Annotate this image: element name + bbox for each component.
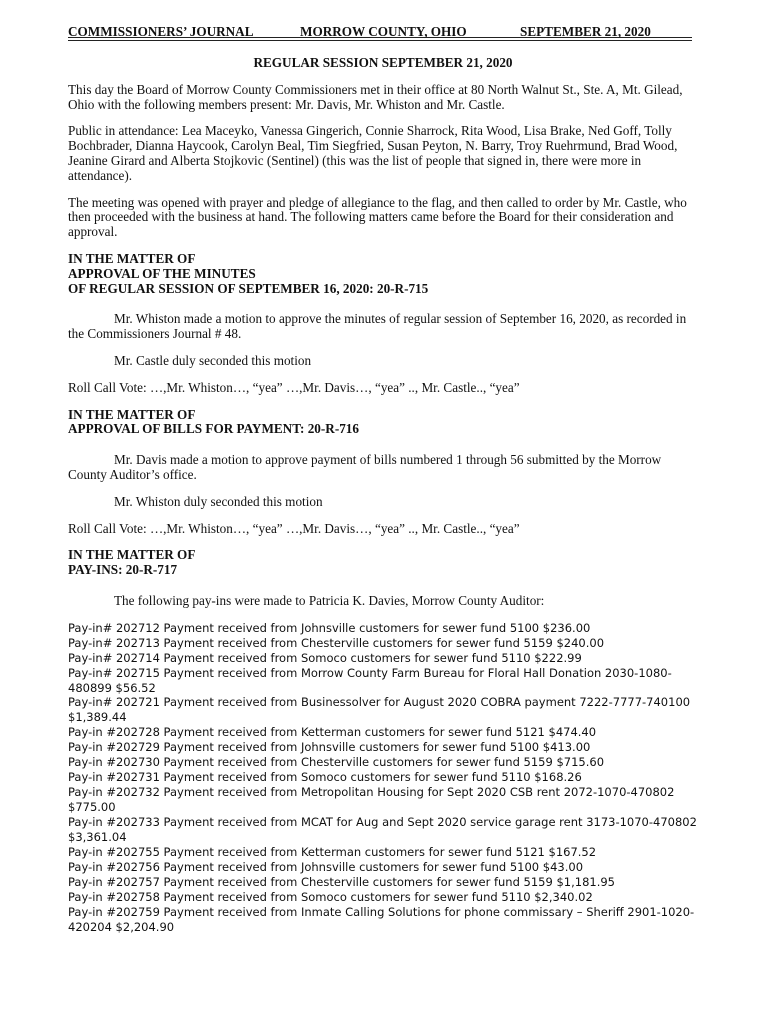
bills-second: Mr. Whiston duly seconded this motion: [114, 493, 323, 509]
minutes-second: Mr. Castle duly seconded this motion: [114, 352, 312, 368]
minutes-roll-call: Roll Call Vote: …,Mr. Whiston…, “yea” …,Mr. Davis…, “yea” .., Mr. Castle.., “yea”: [68, 379, 520, 395]
payin-item: Pay-in #202733 Payment received from MCAT for Aug and Sept 2020 service garage rent 3173-1070-470802: [68, 815, 697, 830]
opening-paragraph: The meeting was opened with prayer and pledge of allegiance to the flag, and then called to order by Mr. Castle, who then proceeded with the business at hand. The following matters came before the Board for their consideration and approval.: [68, 194, 687, 240]
payin-item: Pay-in# 202715 Payment received from Morrow County Farm Bureau for Floral Hall Donation 2030-1080-480899 $56.52: [68, 665, 672, 695]
payin-item: Pay-in# 202714 Payment received from Somoco customers for sewer fund 5110 $222.99: [68, 650, 582, 665]
payin-item: Pay-in# 202713 Payment received from Chesterville customers for sewer fund 5159 $240.00: [68, 635, 605, 650]
header-divider: [68, 37, 692, 41]
heading-line: IN THE MATTER OF: [68, 250, 196, 266]
matter-minutes-heading: [68, 252, 698, 296]
payins-list: [68, 621, 698, 935]
payin-item: Pay-in# 202712 Payment received from Johnsville customers for sewer fund 5100 $236.00: [68, 620, 591, 635]
payin-item: Pay-in #202731 Payment received from Somoco customers for sewer fund 5110 $168.26: [68, 770, 582, 785]
minutes-motion: Mr. Whiston made a motion to approve the minutes of regular session of September 16, 2020, as recorded in the Commissioners Journal # 48.: [68, 311, 687, 342]
payin-item: Pay-in #202757 Payment received from Chesterville customers for sewer fund 5159 $1,181.95: [68, 874, 615, 889]
matter-payins-heading: [68, 548, 698, 578]
matter-bills-heading: [68, 408, 698, 438]
header-date: SEPTEMBER 21, 2020: [520, 24, 651, 39]
payin-item: Pay-in #202758 Payment received from Somoco customers for sewer fund 5110 $2,340.02: [68, 889, 593, 904]
payin-item: $3,361.04: [68, 830, 127, 845]
payins-intro: The following pay-ins were made to Patricia K. Davies, Morrow County Auditor:: [114, 592, 545, 608]
attendance-paragraph: Public in attendance: Lea Maceyko, Vanessa Gingerich, Connie Sharrock, Rita Wood, Lisa Brake, Ned Goff, Tolly Bochbrader, Dianna Haycook, Carolyn Beal, Tim Siegfried, Susan Peyton, N. Barry, Troy Ruehrmund, Brad Wood, Jeanine Girard and Alberta Stojkovic (Sentinel) (this was the list of people that signed in, there were more in attendance).: [68, 123, 678, 183]
payin-item: Pay-in #202729 Payment received from Johnsville customers for sewer fund 5100 $413.00: [68, 740, 591, 755]
header-journal: COMMISSIONERS’ JOURNAL: [68, 24, 254, 39]
bills-motion: Mr. Davis made a motion to approve payment of bills numbered 1 through 56 submitted by the Morrow County Auditor’s office.: [68, 452, 662, 482]
bills-roll-call: Roll Call Vote: …,Mr. Whiston…, “yea” …,Mr. Davis…, “yea” .., Mr. Castle.., “yea”: [68, 520, 520, 536]
heading-line: PAY-INS: 20-R-717: [68, 562, 178, 578]
heading-line: IN THE MATTER OF: [68, 547, 196, 563]
heading-line: APPROVAL OF BILLS FOR PAYMENT: 20-R-716: [68, 421, 359, 437]
payin-item: Pay-in #202755 Payment received from Ketterman customers for sewer fund 5121 $167.52: [68, 845, 597, 860]
payin-item: Pay-in #202756 Payment received from Johnsville customers for sewer fund 5100 $43.00: [68, 859, 584, 874]
payin-item: Pay-in #202730 Payment received from Chesterville customers for sewer fund 5159 $715.60: [68, 755, 605, 770]
payin-item: Pay-in #202728 Payment received from Ketterman customers for sewer fund 5121 $474.40: [68, 725, 597, 740]
session-title: REGULAR SESSION SEPTEMBER 21, 2020: [253, 55, 513, 70]
payin-item: Pay-in# 202721 Payment received from Businessolver for August 2020 COBRA payment 7222-7777-740100 $1,389.44: [68, 695, 691, 725]
intro-paragraph: This day the Board of Morrow County Commissioners met in their office at 80 North Walnut St., Ste. A, Mt. Gilead, Ohio with the following members present: Mr. Davis, Mr. Whiston and Mr. Castle.: [68, 81, 683, 112]
heading-line: OF REGULAR SESSION OF SEPTEMBER 16, 2020: 20-R-715: [68, 280, 429, 296]
payin-item: Pay-in #202732 Payment received from Metropolitan Housing for Sept 2020 CSB rent 2072-1070-470802 $775.00: [68, 785, 675, 815]
header-county: MORROW COUNTY, OHIO: [300, 24, 467, 39]
heading-line: APPROVAL OF THE MINUTES: [68, 265, 256, 281]
payin-item: Pay-in #202759 Payment received from Inmate Calling Solutions for phone commissary – Sheriff 2901-1020-420204 $2,204.90: [68, 904, 695, 934]
document-body: [68, 56, 698, 935]
heading-line: IN THE MATTER OF: [68, 406, 196, 422]
